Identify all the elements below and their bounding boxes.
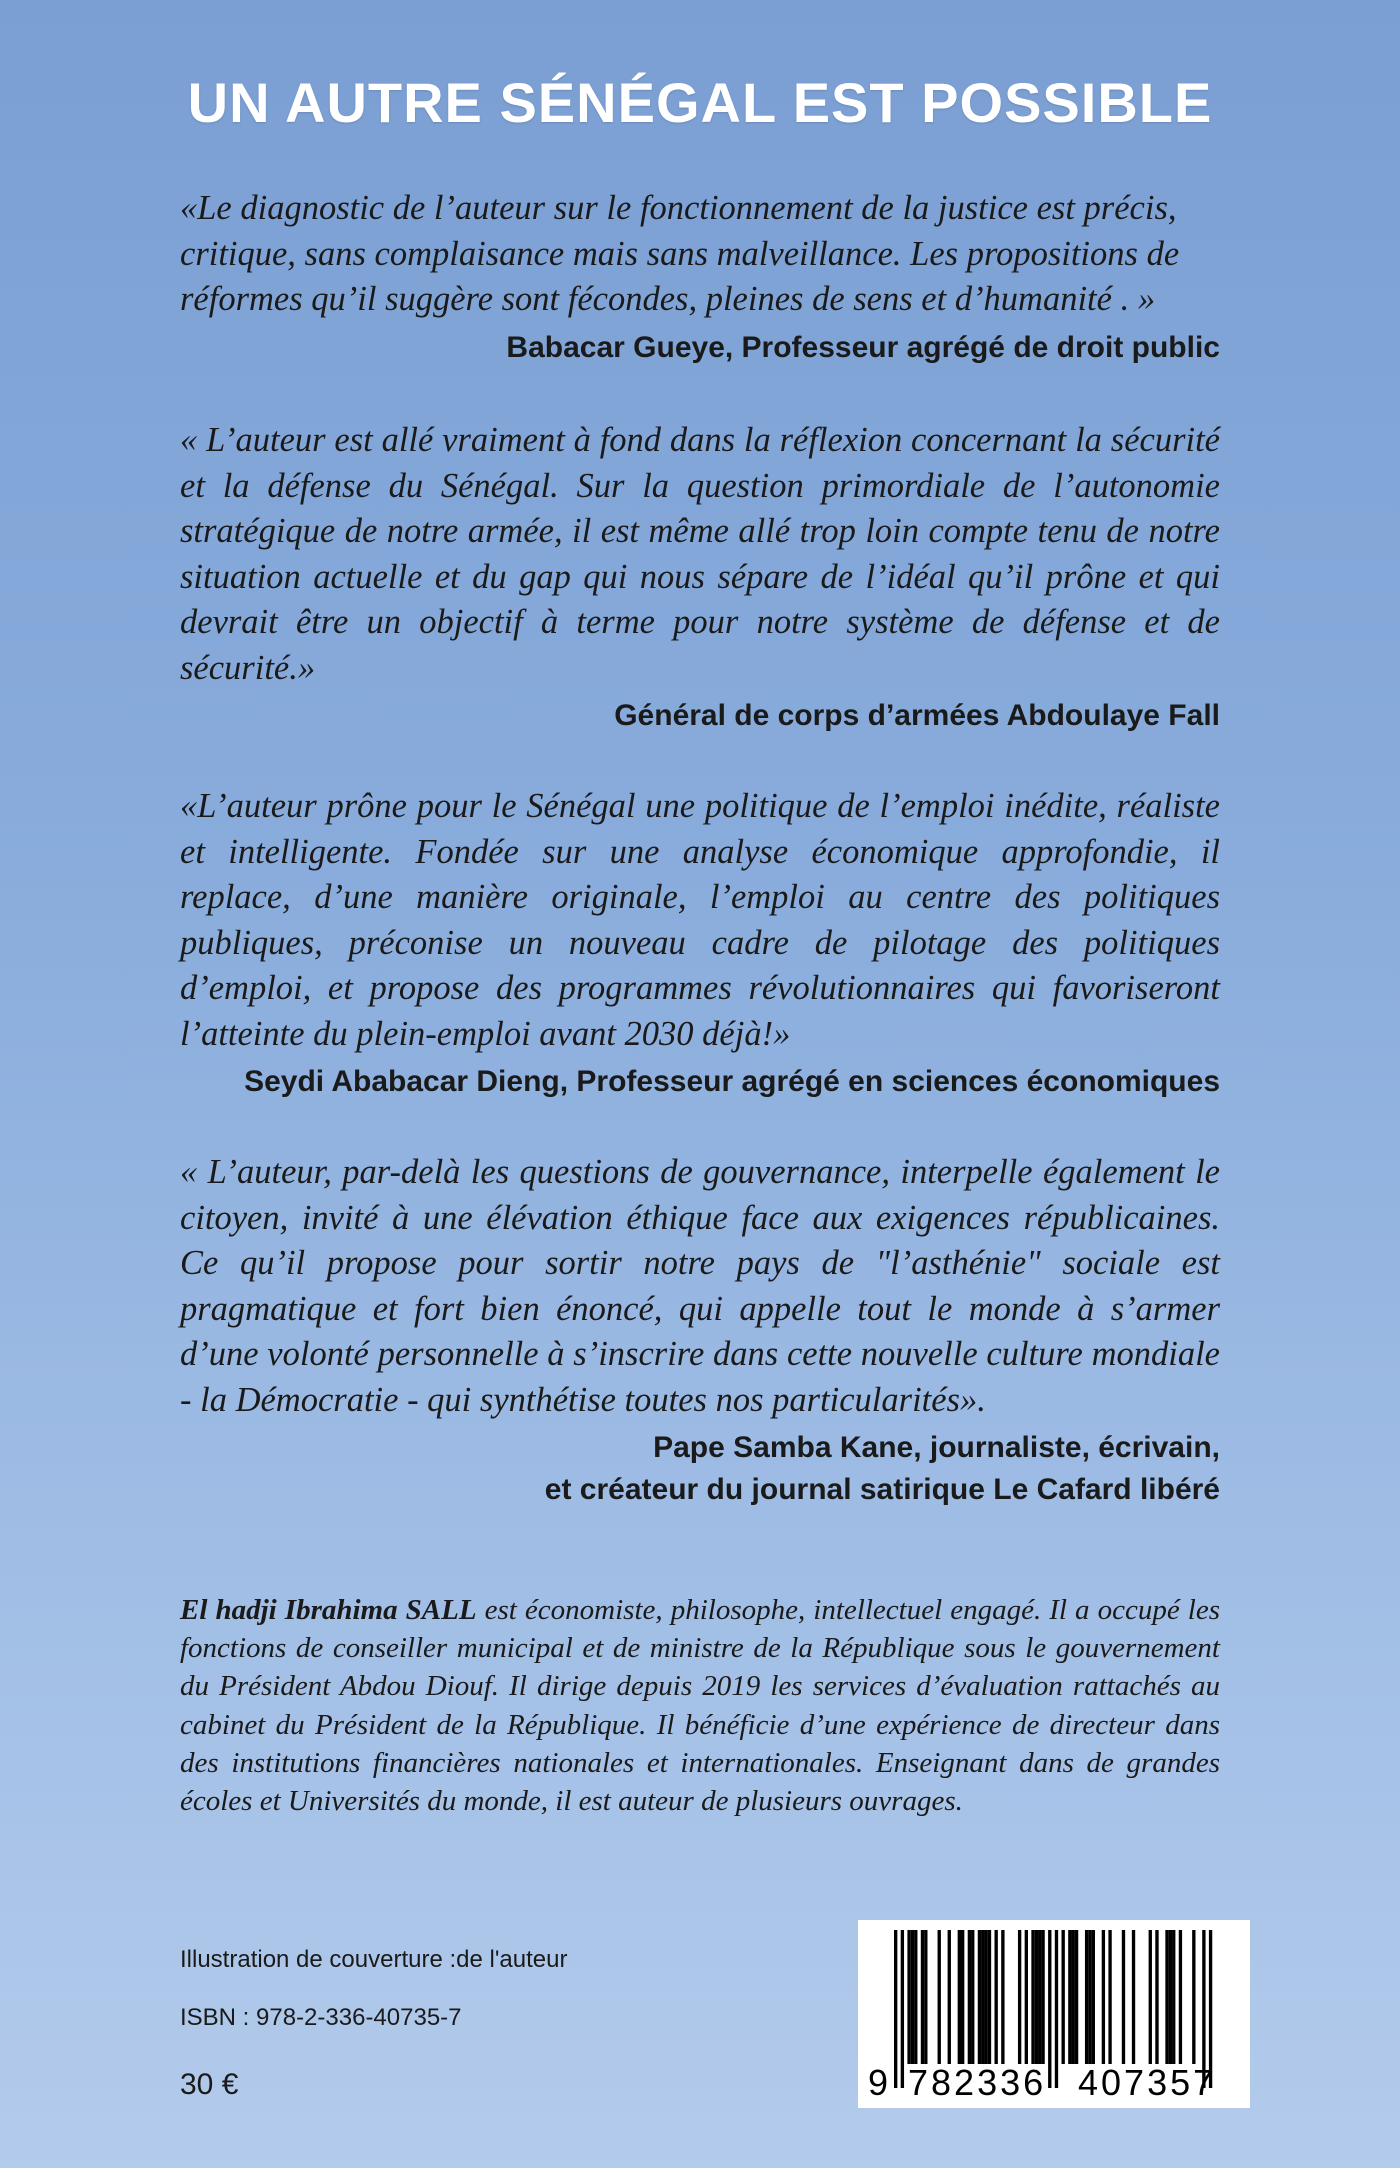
- barcode-bar: [1031, 1930, 1034, 2064]
- barcode-bar: [907, 1930, 910, 2064]
- testimonial-4: [180, 1150, 1220, 1511]
- isbn-barcode: [858, 1920, 1250, 2108]
- barcode-bar: [1179, 1930, 1182, 2064]
- barcode-group-left: 782336: [908, 2062, 1047, 2103]
- testimonial-1: [180, 186, 1220, 369]
- testimonial-author: Babacar Gueye, Professeur agrégé de droit public: [506, 330, 1220, 364]
- barcode-bar: [1169, 1930, 1172, 2064]
- barcode-bar: [1085, 1930, 1088, 2064]
- barcode-bar: [1001, 1930, 1004, 2064]
- barcode-bar: [1108, 1930, 1111, 2064]
- barcode-bar: [971, 1930, 974, 2064]
- barcode-bar: [1172, 1930, 1175, 2064]
- testimonial-author: Seydi Ababacar Dieng, Professeur agrégé en sciences économiques: [244, 1065, 1220, 1098]
- barcode-bar: [1062, 1930, 1065, 2064]
- barcode-bar: [1075, 1930, 1078, 2064]
- barcode-bar: [984, 1930, 987, 2064]
- barcode-bar: [1149, 1930, 1152, 2064]
- barcode-first-digit: 9: [868, 2062, 889, 2103]
- barcode-bar: [1102, 1930, 1105, 2064]
- barcode-bar: [1035, 1930, 1038, 2064]
- author-bio-body: est économiste, philosophe, intellectuel engagé. Il a occupé les fonctions de conseiller municipal et de ministre de la République sous le gouvernement du Président Abdou Diouf. Il dirige depuis 2019 les services d’évaluation rattachés au cabinet du Président de la République. Il bénéficie d’une expérience de directeur dans des institutions financières nationales et internationales. Enseignant dans de grandes écoles et Universités du monde, il est auteur de plusieurs ouvrages.: [180, 1594, 1221, 1818]
- testimonial-quote: «Le diagnostic de l’auteur sur le fonctionnement de la justice est précis, critique, sans complaisance mais sans malveillance. Les propositions de réformes qu’il suggère sont fécondes, pleines de sens et d’humanité . »: [180, 189, 1180, 318]
- testimonial-author: Général de corps d’armées Abdoulaye Fall: [614, 699, 1220, 732]
- testimonial-quote: « L’auteur est allé vraiment à fond dans la réflexion concernant la sécurité et la défense du Sénégal. Sur la question primordiale de l’autonomie stratégique de notre armée, il est même allé trop loin compte tenu de notre situation actuelle et du gap qui nous sépare de l’idéal qu’il prône et qui devrait être un objectif à terme pour notre système de défense et de sécurité.»: [180, 421, 1220, 687]
- barcode-bar: [961, 1930, 964, 2064]
- testimonial-author: Pape Samba Kane, journaliste, écrivain,: [653, 1431, 1220, 1464]
- barcode-bar: [1192, 1930, 1195, 2064]
- barcode-bar: [995, 1930, 998, 2064]
- barcode-bar: [1072, 1930, 1075, 2064]
- barcode-bar: [1018, 1930, 1021, 2064]
- barcode-bar: [948, 1930, 951, 2064]
- testimonial-3: [180, 784, 1220, 1103]
- barcode-bar: [911, 1930, 914, 2064]
- barcode-bar: [988, 1930, 991, 2064]
- barcode-bar: [1155, 1930, 1158, 2064]
- testimonial-quote: « L’auteur, par-delà les questions de gouvernance, interpelle également le citoyen, invité à une élévation éthique face aux exigences républicaines. Ce qu’il propose pour sortir notre pays de "l’asthénie" sociale est pragmatique et fort bien énoncé, qui appelle tout le monde à s’armer d’une volonté personnelle à s’inscrire dans cette nouvelle culture mondiale - la Démocratie - qui synthétise toutes nos particularités».: [180, 1153, 1220, 1419]
- barcode-group-right: 407357: [1078, 2062, 1217, 2103]
- barcode-bar: [1132, 1930, 1135, 2064]
- author-bio-text: [180, 1591, 1220, 1820]
- barcode-bar: [914, 1930, 917, 2064]
- barcode-bar: [1122, 1930, 1125, 2064]
- testimonial-author-continued: et créateur du journal satirique Le Cafard libéré: [544, 1473, 1220, 1506]
- barcode-bar: [1088, 1930, 1091, 2064]
- barcode-bar: [938, 1930, 941, 2064]
- barcode-bar: [1165, 1930, 1168, 2064]
- barcode-bar: [921, 1930, 924, 2064]
- illustration-credit: Illustration de couverture :de l'auteur: [180, 1946, 568, 1973]
- isbn: ISBN : 978-2-336-40735-7: [180, 2004, 462, 2031]
- barcode-bar: [1068, 1930, 1071, 2064]
- barcode-bar: [958, 1930, 961, 2064]
- barcode-bar: [924, 1930, 927, 2064]
- author-bio: [180, 1591, 1220, 1820]
- author-name: El hadji Ibrahima SALL: [180, 1594, 477, 1626]
- barcode-bar: [1041, 1930, 1044, 2064]
- barcode-bar: [1025, 1930, 1028, 2064]
- barcode-bar: [1092, 1930, 1095, 2064]
- barcode-bar: [1038, 1930, 1041, 2064]
- barcode-bar: [968, 1930, 971, 2064]
- price: 30 €: [180, 2068, 239, 2101]
- testimonial-2: [180, 418, 1220, 737]
- barcode-bar: [981, 1930, 984, 2064]
- barcode-digits: [858, 2062, 1250, 2104]
- barcode-bar: [978, 1930, 981, 2064]
- testimonial-quote: «L’auteur prône pour le Sénégal une politique de l’emploi inédite, réaliste et intelligente. Fondée sur une analyse économique approfondie, il replace, d’une manière originale, l’emploi au centre des politiques publiques, préconise un nouveau cadre de pilotage des politiques d’emploi, et propose des programmes révolutionnaires qui favoriseront l’atteinte du plein-emploi avant 2030 déjà!»: [180, 787, 1220, 1053]
- book-title: UN AUTRE SÉNÉGAL EST POSSIBLE: [187, 71, 1213, 134]
